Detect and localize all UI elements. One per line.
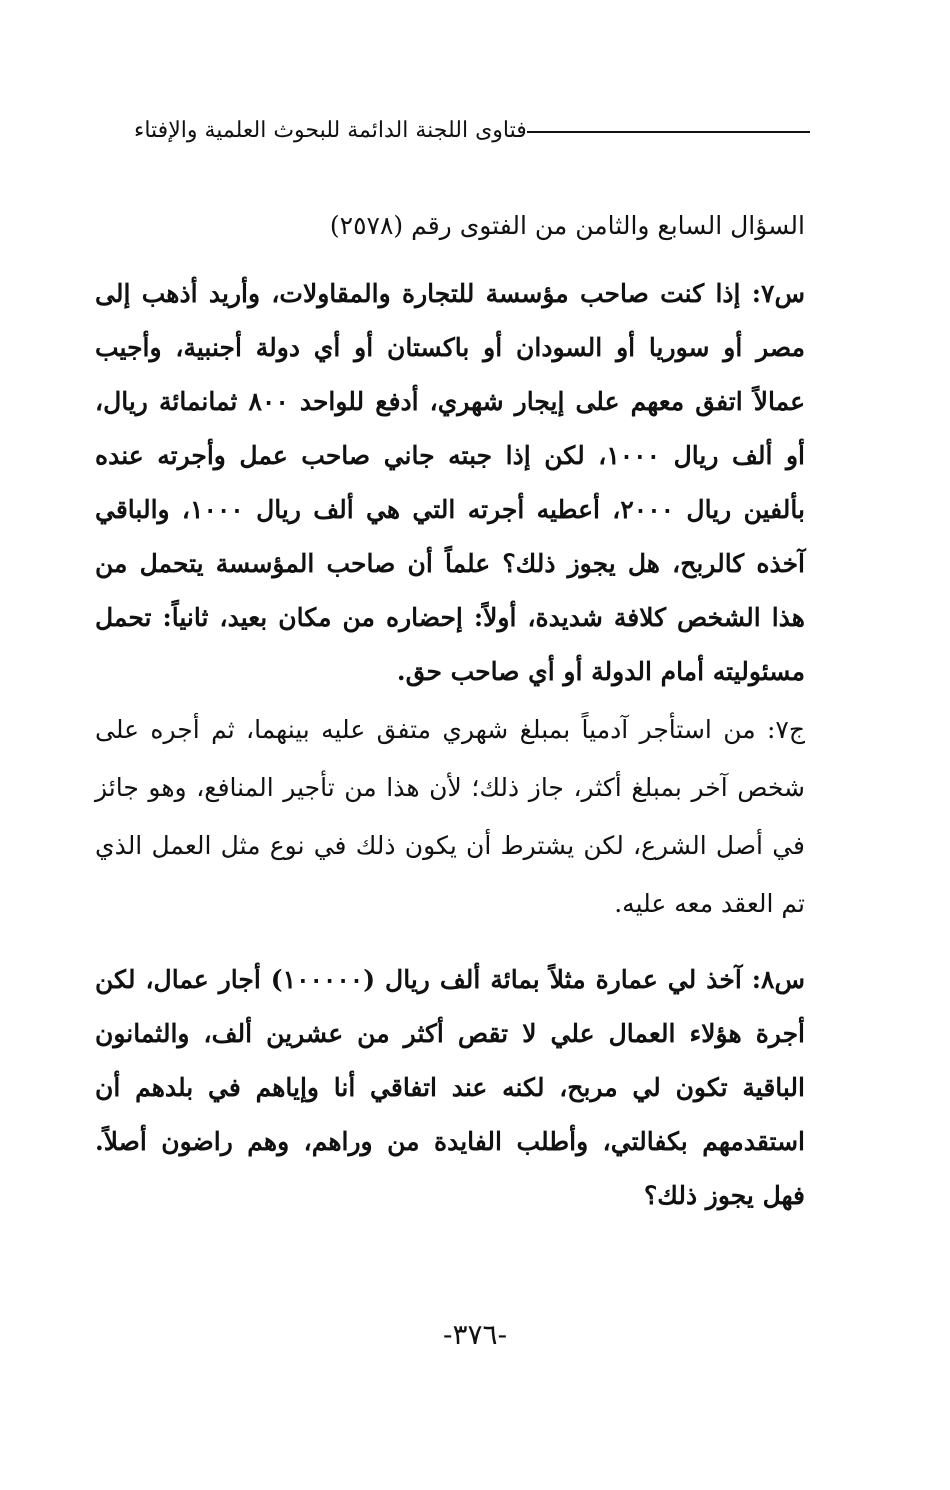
answer-7: ج٧: من استأجر آدمياً بمبلغ شهري متفق عليه بينهما، ثم أجره على شخص آخر بمبلغ أكثر، جاز ذلك؛ لأن هذا من تأجير المنافع، وهو جائز في أصل الشرع، لكن يشترط أن يكون ذلك في نوع مثل العمل الذي تم العقد معه عليه. [95, 715, 805, 918]
page-content [95, 195, 805, 1223]
question-7: س٧: إذا كنت صاحب مؤسسة للتجارة والمقاولات، وأريد أذهب إلى مصر أو سوريا أو السودان أو باكستان أو أي دولة أجنبية، وأجيب عمالاً اتفق معهم على إيجار شهري، أدفع للواحد ٨٠٠ ثمانمائة ريال، أو ألف ريال ١٠٠٠، لكن إذا جبته جاني صاحب عمل وأجرته عنده بألفين ريال ٢٠٠٠، أعطيه أجرته التي هي ألف ريال ١٠٠٠، والباقي آخذه كالربح، هل يجوز ذلك؟ علماً أن صاحب المؤسسة يتحمل من هذا الشخص كلافة شديدة، أولاً: إحضاره من مكان بعيد، ثانياً: تحمل مسئوليته أمام الدولة أو أي صاحب حق. [95, 279, 806, 686]
header-rule [527, 131, 810, 133]
question-8: س٨: آخذ لي عمارة مثلاً بمائة ألف ريال (١٠٠٠٠٠) أجار عمال، لكن أجرة هؤلاء العمال علي لا تقص أكثر من عشرين ألف، والثمانون الباقية تكون لي مربح، لكنه عند اتفاقي أنا وإياهم في بلدهم أن استقدمهم بكفالتي، وأطلب الفايدة من وراهم، وهم راضون أصلاً. فهل يجوز ذلك؟ [95, 965, 805, 1210]
page-number: -٣٧٦- [442, 1318, 508, 1351]
running-header [120, 110, 810, 150]
header-title: فتاوى اللجنة الدائمة للبحوث العلمية والإفتاء [134, 117, 527, 143]
fatwa-section-title: السؤال السابع والثامن من الفتوى رقم (٢٥٧٨) [329, 211, 805, 240]
